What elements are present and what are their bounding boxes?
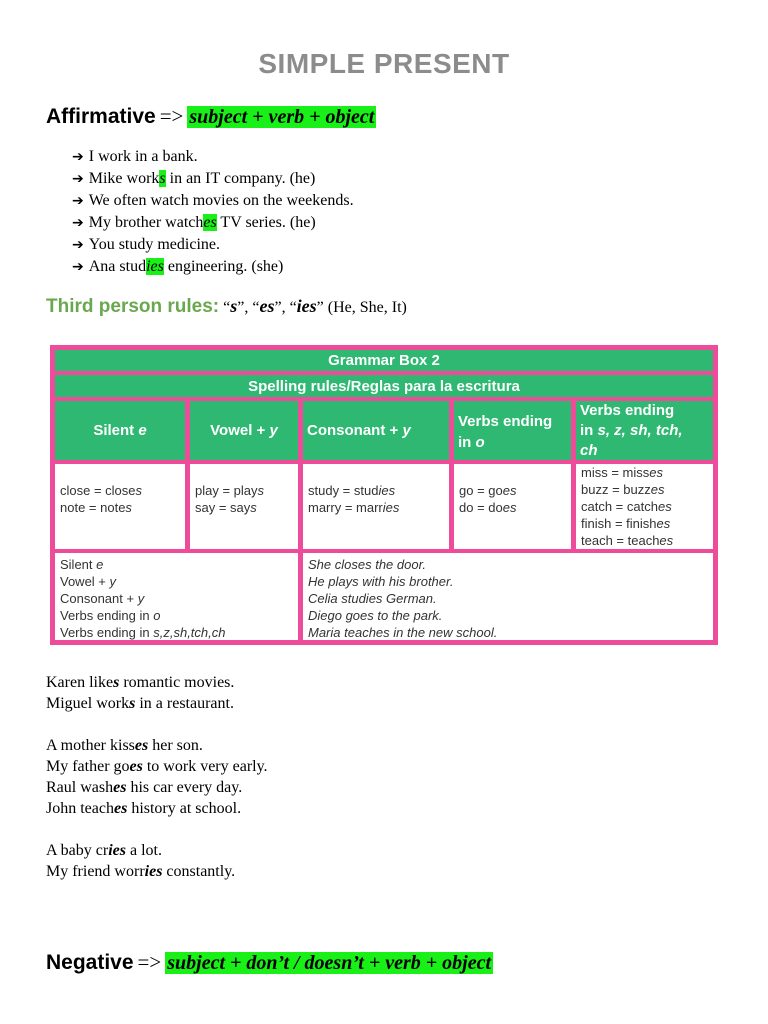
cell-verbs-s [576, 464, 713, 549]
arrow-right-icon: ➔ [72, 259, 84, 275]
list-item [72, 256, 354, 278]
list-item [72, 190, 354, 212]
third-person-rules [46, 296, 407, 318]
affirmative-label: Affirmative [46, 105, 156, 128]
page-title: SIMPLE PRESENT [258, 48, 510, 79]
suffix-highlight: s [159, 170, 166, 187]
suffix: ies [144, 863, 163, 880]
suffix: es [113, 800, 128, 817]
cell-text: close = close [60, 483, 136, 498]
arrow-right-icon: ➔ [72, 215, 84, 231]
cell-suffix: es [502, 483, 517, 498]
sentence-text: We often watch movies on the weekends. [88, 192, 354, 209]
list-item [72, 146, 354, 168]
header-text: Verbs ending [458, 413, 553, 430]
suffix: es [134, 737, 149, 754]
sentence-text: his car every day. [126, 779, 243, 796]
sentence-text: My brother watch [88, 214, 204, 231]
sentence-text: My father go [46, 758, 130, 775]
cell-suffix: es [657, 499, 672, 514]
cell-text: go = go [459, 483, 503, 498]
header-italic: e [138, 422, 147, 439]
negative-arrow: => [137, 950, 162, 974]
sentence-text: TV series. (he) [216, 214, 316, 231]
suffix-highlight: es [203, 214, 217, 231]
rule-italic: y [137, 591, 145, 606]
header-text: Consonant + [307, 422, 399, 439]
rule-text: Consonant + [60, 591, 138, 606]
header-text: in [580, 422, 598, 439]
negative-formula: subject + don’t / doesn’t + verb + object [167, 952, 492, 974]
arrow-right-icon: ➔ [72, 149, 84, 165]
suffix-s: s [230, 296, 238, 316]
example-sentence: He plays with his brother. [308, 574, 454, 589]
affirmative-heading [46, 104, 376, 129]
header-italic: y [402, 422, 411, 439]
list-item [72, 234, 354, 256]
cell-text: note = note [60, 500, 126, 515]
cell-suffix: es [659, 533, 674, 548]
suffix: s [129, 695, 136, 712]
suffix-ies: ies [296, 296, 317, 316]
sentence-text: My friend worr [46, 863, 145, 880]
suffix: ies [108, 842, 126, 859]
header-consonant-y [303, 401, 449, 460]
grammar-box [50, 345, 718, 645]
cell-suffix: s [250, 500, 257, 515]
cell-verbs-o [454, 464, 571, 549]
cell-suffix: es [650, 482, 665, 497]
arrow-right-icon: ➔ [72, 237, 84, 253]
cell-consonant-y [303, 464, 449, 549]
sentence-text: in a restaurant. [135, 695, 234, 712]
header-italic: o [475, 434, 485, 451]
rule-italic: e [96, 557, 104, 572]
cell-text: catch = catch [581, 499, 658, 514]
sentence-text: Miguel work [46, 695, 130, 712]
sentence-text: Ana stud [88, 258, 147, 275]
sentence-text: engineering. (she) [163, 258, 284, 275]
quote: ”, “ [274, 299, 297, 316]
header-text: Silent [93, 422, 135, 439]
list-item [46, 777, 268, 798]
header-silent-e [55, 401, 185, 460]
header-italic: y [269, 422, 278, 439]
suffix: s [113, 674, 120, 691]
suffix: es [113, 779, 127, 796]
cell-text: teach = teach [581, 533, 660, 548]
pronoun-note: (He, She, It) [327, 299, 407, 316]
rules-cell [55, 553, 298, 640]
suffix: es [129, 758, 143, 775]
cell-text: miss = miss [581, 465, 650, 480]
sentence-text: John teach [46, 800, 114, 817]
list-item [72, 168, 354, 190]
sentence-text: her son. [148, 737, 203, 754]
cell-suffix: s [257, 483, 265, 498]
rule-text: Verbs ending in [60, 625, 154, 640]
list-item [46, 672, 268, 693]
cell-text: do = do [459, 500, 503, 515]
example-sentence: Maria teaches in the new school. [308, 625, 498, 640]
sentence-text: a lot. [125, 842, 162, 859]
sentence-text: A baby cr [46, 842, 109, 859]
cell-text: marry = marr [308, 500, 383, 515]
quote: ”, “ [237, 299, 260, 316]
sentence-text: Mike work [88, 170, 160, 187]
header-italic: ch [580, 442, 598, 459]
example-sentence: Celia studies German. [308, 591, 437, 606]
negative-heading [46, 950, 493, 975]
sentence-text: A mother kiss [46, 737, 135, 754]
examples-cell [303, 553, 713, 640]
rule-italic: y [109, 574, 117, 589]
affirmative-arrow: => [159, 104, 184, 128]
header-text: Vowel + [210, 422, 266, 439]
suffix-highlight: ies [146, 258, 164, 275]
example-sentence: Diego goes to the park. [308, 608, 443, 623]
header-text: in [458, 434, 476, 451]
header-italic: s, z, sh, tch, [597, 422, 683, 439]
cell-text: finish = finish [581, 516, 657, 531]
rule-italic: s,z,sh,tch,ch [153, 625, 226, 640]
sentence-text: in an IT company. (he) [165, 170, 316, 187]
sentence-text: I work in a bank. [88, 148, 198, 165]
cell-text: play = play [195, 483, 258, 498]
header-text: Verbs ending [580, 402, 675, 419]
sentence-text: to work very early. [142, 758, 268, 775]
list-item [46, 693, 268, 714]
cell-suffix: es [502, 500, 517, 515]
quote: ” [316, 299, 328, 316]
grammar-box-subtitle: Spelling rules/Reglas para la escritura [55, 375, 713, 397]
affirmative-formula: subject + verb + object [189, 106, 375, 128]
cell-text: say = say [195, 500, 251, 515]
sentence-text: romantic movies. [119, 674, 235, 691]
list-item [72, 212, 354, 234]
example-sentence: She closes the door. [308, 557, 427, 572]
cell-suffix: es [656, 516, 671, 531]
rule-text: Vowel + [60, 574, 110, 589]
sentence-text: history at school. [127, 800, 242, 817]
third-person-label: Third person rules: [46, 296, 220, 317]
header-verbs-o [454, 401, 571, 460]
sentence-text: Karen like [46, 674, 114, 691]
cell-suffix: es [649, 465, 663, 480]
arrow-right-icon: ➔ [72, 193, 84, 209]
cell-suffix: s [135, 483, 143, 498]
arrow-right-icon: ➔ [72, 171, 84, 187]
cell-vowel-y [190, 464, 298, 549]
list-item [46, 735, 268, 756]
suffix-es: es [259, 296, 275, 316]
affirmative-sentences [72, 146, 354, 278]
rule-italic: o [153, 608, 161, 623]
list-item [46, 861, 268, 882]
negative-label: Negative [46, 951, 134, 974]
sentence-text: Raul wash [46, 779, 114, 796]
quote: “ [219, 299, 231, 316]
list-item [46, 840, 268, 861]
cell-silent-e [55, 464, 185, 549]
header-verbs-s [576, 401, 713, 460]
cell-suffix: ies [378, 483, 396, 498]
grammar-box-title: Grammar Box 2 [55, 350, 713, 371]
sentence-text: constantly. [162, 863, 236, 880]
sentence-text: You study medicine. [88, 236, 220, 253]
cell-text: buzz = buzz [581, 482, 651, 497]
cell-suffix: s [125, 500, 132, 515]
rule-text: Verbs ending in [60, 608, 154, 623]
rule-text: Silent [60, 557, 97, 572]
list-item [46, 798, 268, 819]
cell-text: study = stud [308, 483, 379, 498]
list-item [46, 756, 268, 777]
cell-suffix: ies [382, 500, 400, 515]
example-sentences [46, 672, 268, 882]
header-vowel-y [190, 401, 298, 460]
